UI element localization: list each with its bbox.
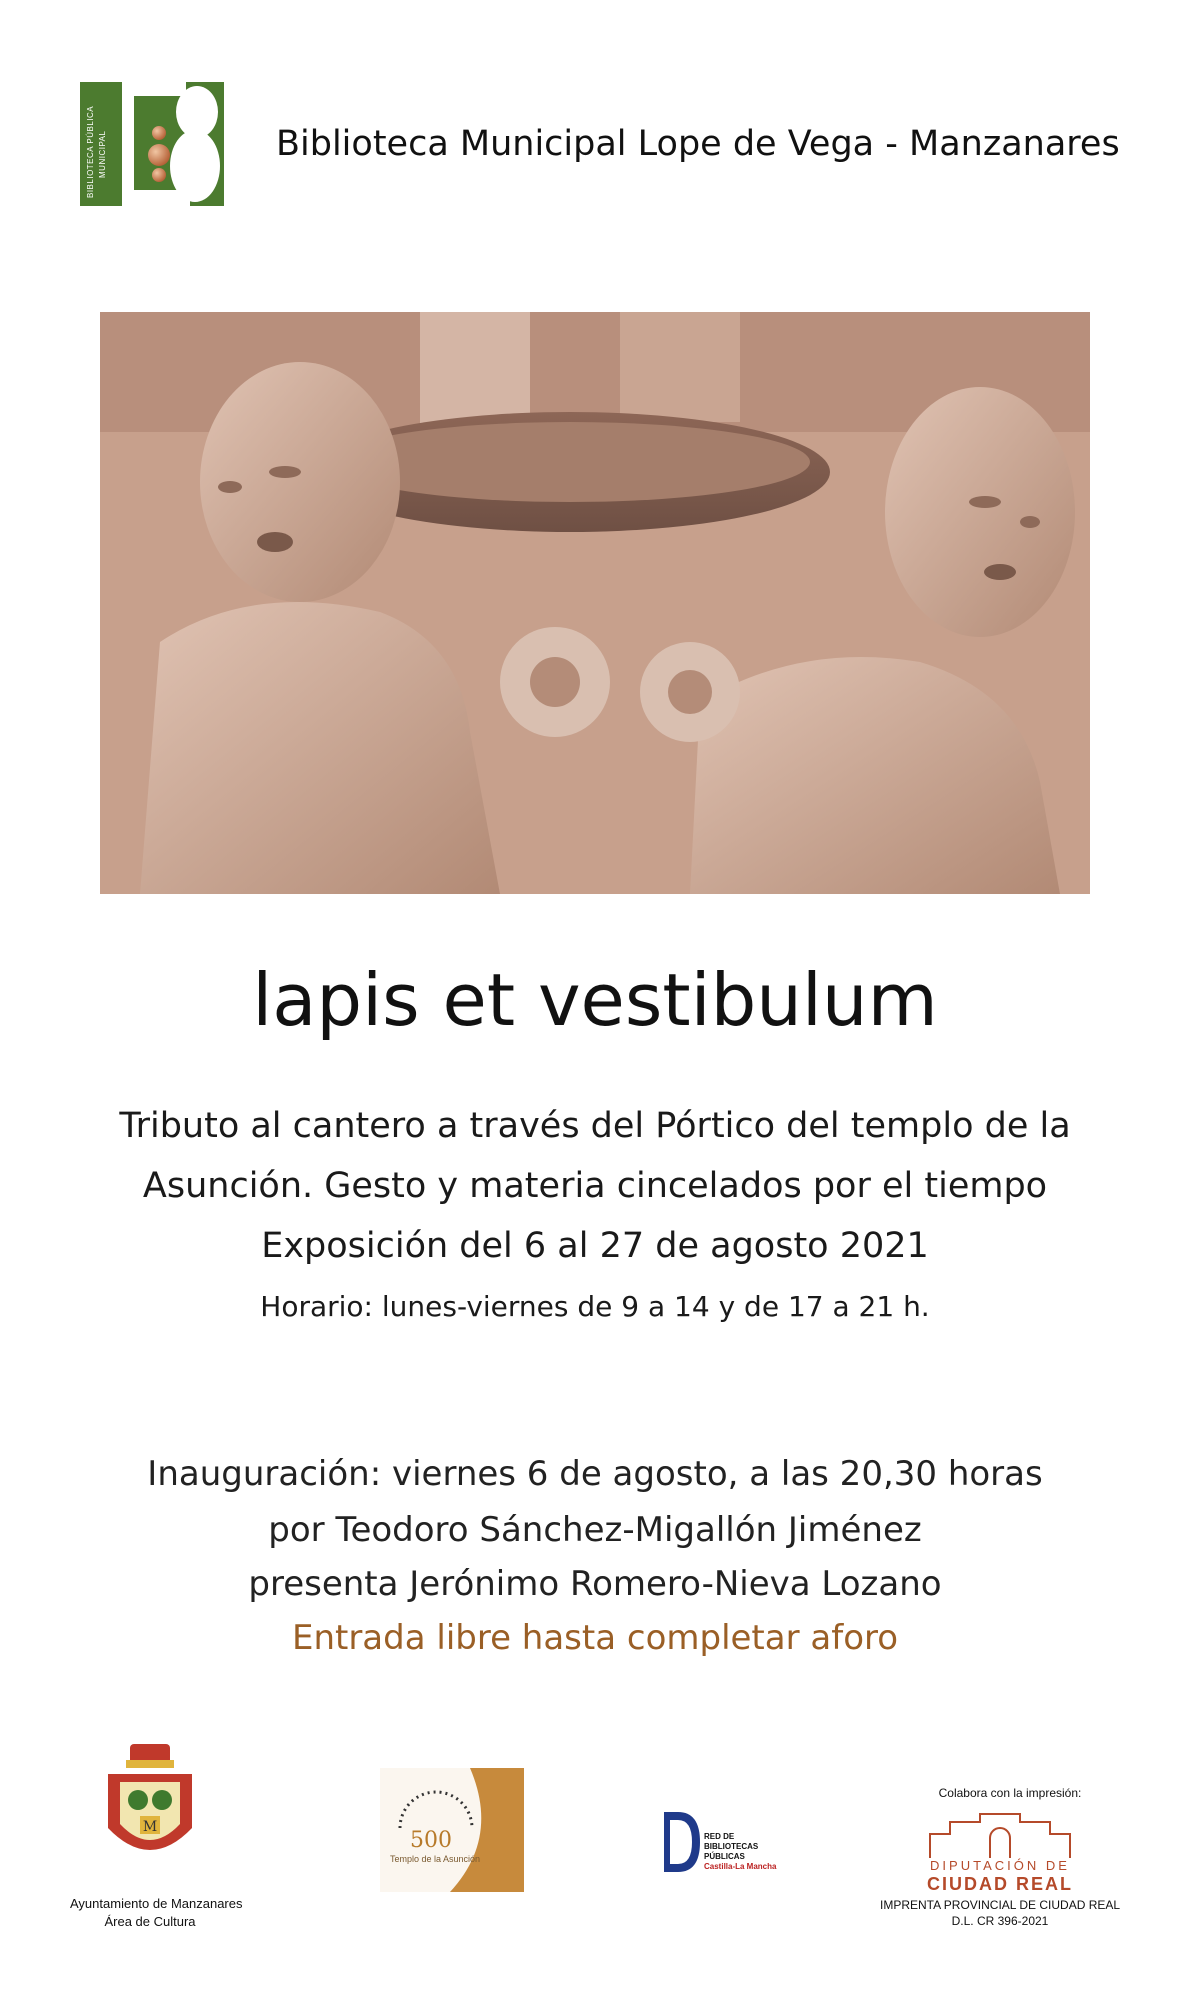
colabora-text: Colabora con la impresión:: [938, 1786, 1082, 1800]
exhibition-dates: Exposición del 6 al 27 de agosto 2021: [261, 1226, 929, 1266]
header-title: Biblioteca Municipal Lope de Vega - Manzanares: [276, 124, 1120, 164]
red-line-3: PÚBLICAS: [704, 1852, 745, 1861]
logo-text-line2: MUNICIPAL: [98, 130, 107, 178]
ayuntamiento-crest-icon: [102, 1744, 198, 1872]
diputacion-line-2: CIUDAD REAL: [927, 1874, 1073, 1894]
red-line-1: RED DE: [704, 1832, 735, 1841]
ayuntamiento-area: Área de Cultura: [104, 1914, 196, 1929]
anniversary-500-logo: [380, 1768, 524, 1892]
red-line-2: BIBLIOTECAS: [704, 1842, 759, 1851]
diputacion-line-1: DIPUTACIÓN DE: [930, 1858, 1070, 1873]
imprenta-text: IMPRENTA PROVINCIAL DE CIUDAD REAL: [880, 1898, 1121, 1912]
subtitle-line-1: Tributo al cantero a través del Pórtico del templo de la: [119, 1106, 1071, 1146]
sculpture-photo: [100, 312, 1090, 894]
opening-hours: Horario: lunes-viernes de 9 a 14 y de 17 a 21 h.: [260, 1290, 930, 1323]
deposito-legal: D.L. CR 396-2021: [951, 1914, 1049, 1928]
ayuntamiento-name: Ayuntamiento de Manzanares: [70, 1896, 243, 1911]
subtitle-line-2: Asunción. Gesto y materia cincelados por el tiempo: [142, 1166, 1048, 1206]
inauguration-info: Inauguración: viernes 6 de agosto, a las 20,30 horas: [147, 1454, 1043, 1494]
entry-notice: Entrada libre hasta completar aforo: [291, 1618, 899, 1658]
presenter-info: presenta Jerónimo Romero-Nieva Lozano: [248, 1564, 942, 1604]
anniversary-number: 500: [410, 1828, 452, 1853]
library-logo: [80, 82, 224, 206]
exhibition-title: lapis et vestibulum: [252, 958, 938, 1042]
logo-text-line1: BIBLIOTECA PÚBLICA: [86, 105, 95, 198]
red-line-4: Castilla-La Mancha: [704, 1862, 777, 1871]
speaker-info: por Teodoro Sánchez-Migallón Jiménez: [268, 1510, 922, 1550]
anniversary-subtitle: Templo de la Asunción: [390, 1854, 481, 1864]
svg-text:M: M: [142, 1819, 158, 1835]
